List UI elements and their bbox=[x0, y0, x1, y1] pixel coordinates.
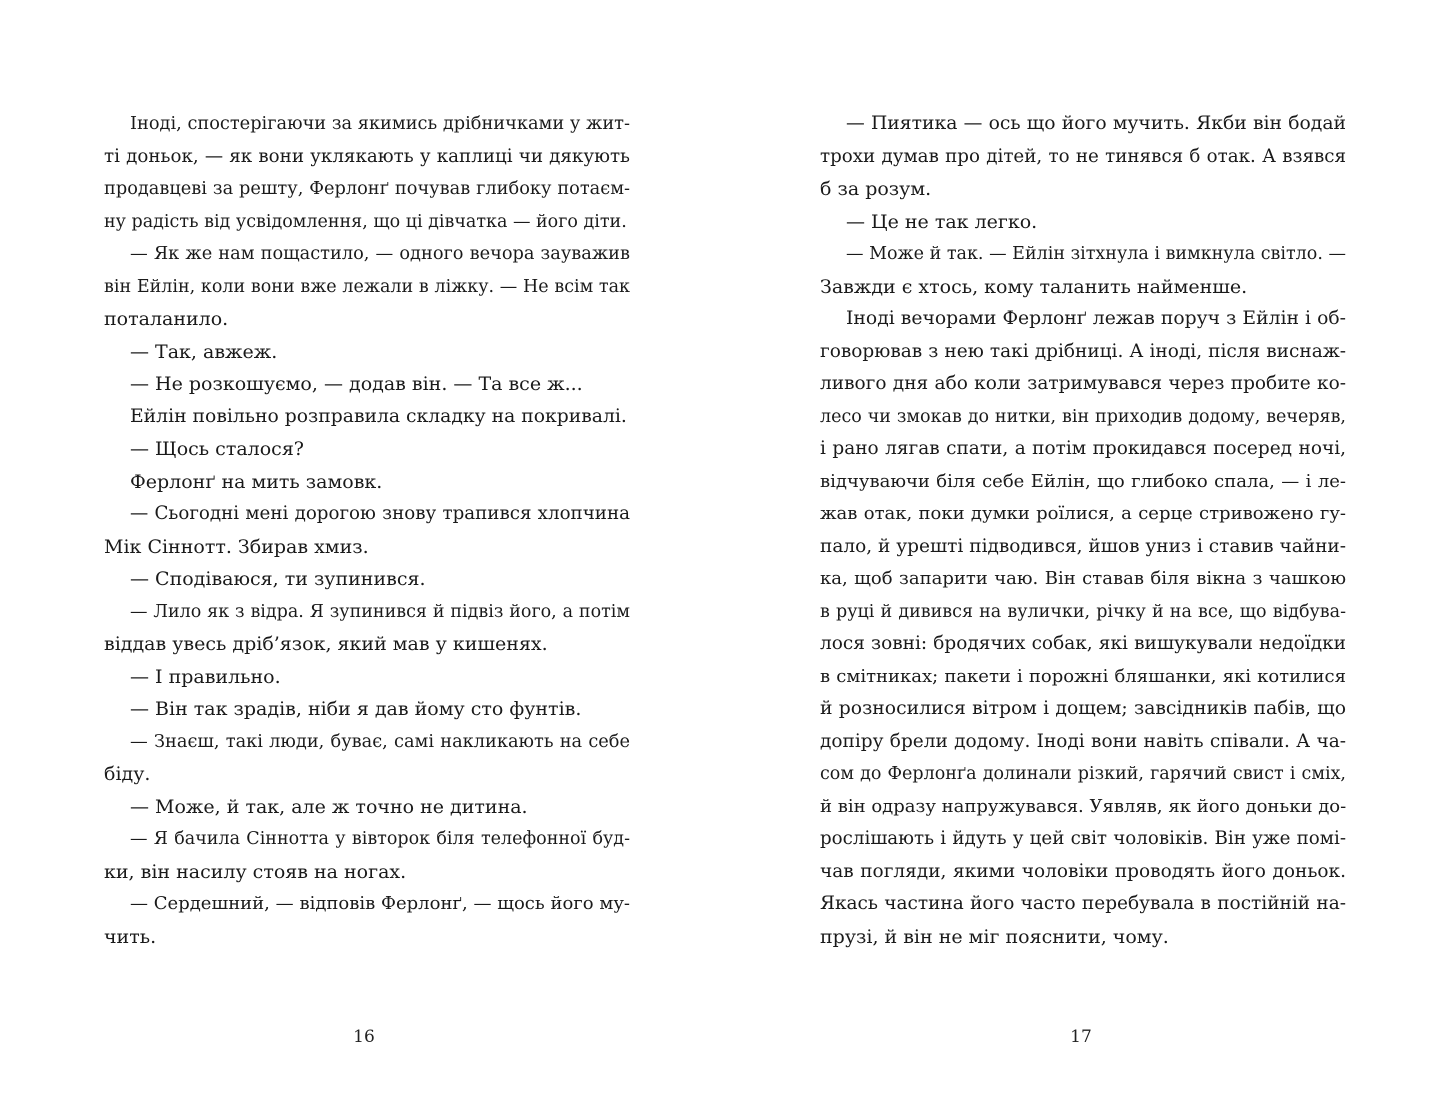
text-line: в смітниках; пакети і порожні бляшанки, які котилися bbox=[820, 665, 1346, 687]
text-line: говорював з нею такі дрібниці. А іноді, після виснаж- bbox=[820, 340, 1346, 362]
text-line: лося зовні: бродячих собак, які вишукували недоїдки bbox=[820, 633, 1346, 654]
text-line: Ейлін повільно розправила складку на покривалі. bbox=[130, 405, 627, 427]
text-line: — Знаєш, такі люди, буває, самі накликають на себе bbox=[130, 731, 630, 752]
text-line: біду. bbox=[104, 763, 151, 785]
text-line: ті доньок, — як вони уклякають у каплиці чи дякують bbox=[104, 145, 630, 167]
text-line: допіру брели додому. Іноді вони навіть співали. А ча- bbox=[820, 730, 1346, 752]
text-line: Іноді вечорами Ферлонґ лежав поруч з Ейлін і об- bbox=[846, 308, 1346, 329]
text-line: і рано лягав спати, а потім прокидався посеред ночі, bbox=[820, 438, 1346, 459]
left-page bbox=[0, 0, 722, 1112]
text-line: — Може, й так, але ж точно не дитина. bbox=[130, 795, 528, 818]
text-line: Іноді, спостерігаючи за якимись дрібничками у жит- bbox=[130, 114, 630, 134]
text-line: рослішають і йдуть у цей світ чоловіків. Він уже помі- bbox=[820, 828, 1346, 849]
text-line: чав погляди, якими чоловіки проводять його доньок. bbox=[820, 860, 1346, 882]
text-line: сом до Ферлонґа долинали різкий, гарячий свист і сміх, bbox=[820, 764, 1346, 784]
right-page bbox=[722, 0, 1445, 1112]
text-line: ливого дня або коли затримувався через пробите ко- bbox=[820, 373, 1346, 394]
text-line: Мік Сіннотт. Збирав хмиз. bbox=[104, 535, 369, 558]
text-line: — Він так зрадів, ніби я дав йому сто фунтів. bbox=[130, 698, 582, 720]
page-number: 16 bbox=[353, 1027, 375, 1047]
right-page-text bbox=[820, 108, 1346, 953]
text-line: жав отак, поки думки роїлися, а серце стривожено гу- bbox=[820, 503, 1346, 524]
text-line: б за розум. bbox=[820, 178, 932, 200]
text-line: ка, щоб запарити чаю. Він ставав біля вікна з чашкою bbox=[820, 568, 1346, 589]
text-line: — Не розкошуємо, — додав він. — Та все ж... bbox=[130, 373, 583, 395]
text-line: лесо чи змокав до нитки, він приходив додому, вечеряв, bbox=[820, 406, 1346, 427]
text-line: — Сподіваюся, ти зупинився. bbox=[130, 568, 426, 590]
text-line: — Так, авжеж. bbox=[130, 340, 278, 363]
text-line: Якась частина його часто перебувала в постійній на- bbox=[820, 893, 1346, 914]
text-line: — Як же нам пощастило, — одного вечора зауважив bbox=[130, 244, 630, 264]
text-line: — І правильно. bbox=[130, 665, 281, 688]
page-number: 17 bbox=[1070, 1027, 1092, 1047]
text-line: — Може й так. — Ейлін зітхнула і вимкнула світло. — bbox=[846, 244, 1346, 264]
text-line: — Сердешний, — відповів Ферлонґ, — щось його му- bbox=[130, 893, 630, 914]
text-line: ну радість від усвідомлення, що ці дівчатка — його діти. bbox=[104, 211, 627, 232]
text-line: продавцеві за решту, Ферлонґ почував глибоку потаєм- bbox=[104, 179, 630, 199]
text-line: він Ейлін, коли вони вже лежали в ліжку. — Не всім так bbox=[104, 276, 630, 297]
text-line: чить. bbox=[104, 925, 157, 948]
text-line: пало, й урешті підводився, йшов униз і ставив чайни- bbox=[820, 535, 1346, 557]
text-line: й розносилися вітром і дощем; завсідників пабів, що bbox=[820, 698, 1346, 719]
text-line: відчуваючи біля себе Ейлін, що глибоко спала, — і ле- bbox=[820, 470, 1346, 492]
text-line: — Сьогодні мені дорогою знову трапився хлопчина bbox=[130, 503, 630, 524]
text-line: Завжди є хтось, кому таланить найменше. bbox=[820, 275, 1248, 298]
text-line: Ферлонґ на мить замовк. bbox=[130, 470, 383, 493]
text-line: — Щось сталося? bbox=[130, 438, 304, 460]
text-line: прузі, й він не міг пояснити, чому. bbox=[820, 925, 1169, 948]
text-line: ки, він насилу стояв на ногах. bbox=[104, 860, 407, 883]
text-line: — Лило як з відра. Я зупинився й підвіз його, а потім bbox=[130, 601, 630, 622]
text-line: — Пиятика — ось що його мучить. Якби він бодай bbox=[846, 113, 1346, 134]
text-line: трохи думав про дітей, то не тинявся б отак. А взявся bbox=[820, 145, 1346, 167]
text-line: — Це не так легко. bbox=[846, 210, 1038, 233]
text-line: віддав увесь дріб’язок, який мав у кишенях. bbox=[104, 633, 548, 655]
text-line: поталанило. bbox=[104, 308, 229, 330]
left-page-text bbox=[104, 108, 630, 953]
text-line: й він одразу напружувався. Уявляв, як його доньки до- bbox=[820, 795, 1347, 817]
text-line: — Я бачила Сіннотта у вівторок біля телефонної буд- bbox=[130, 829, 630, 849]
text-line: в руці й дивився на вулички, річку й на все, що відбува- bbox=[820, 601, 1346, 622]
